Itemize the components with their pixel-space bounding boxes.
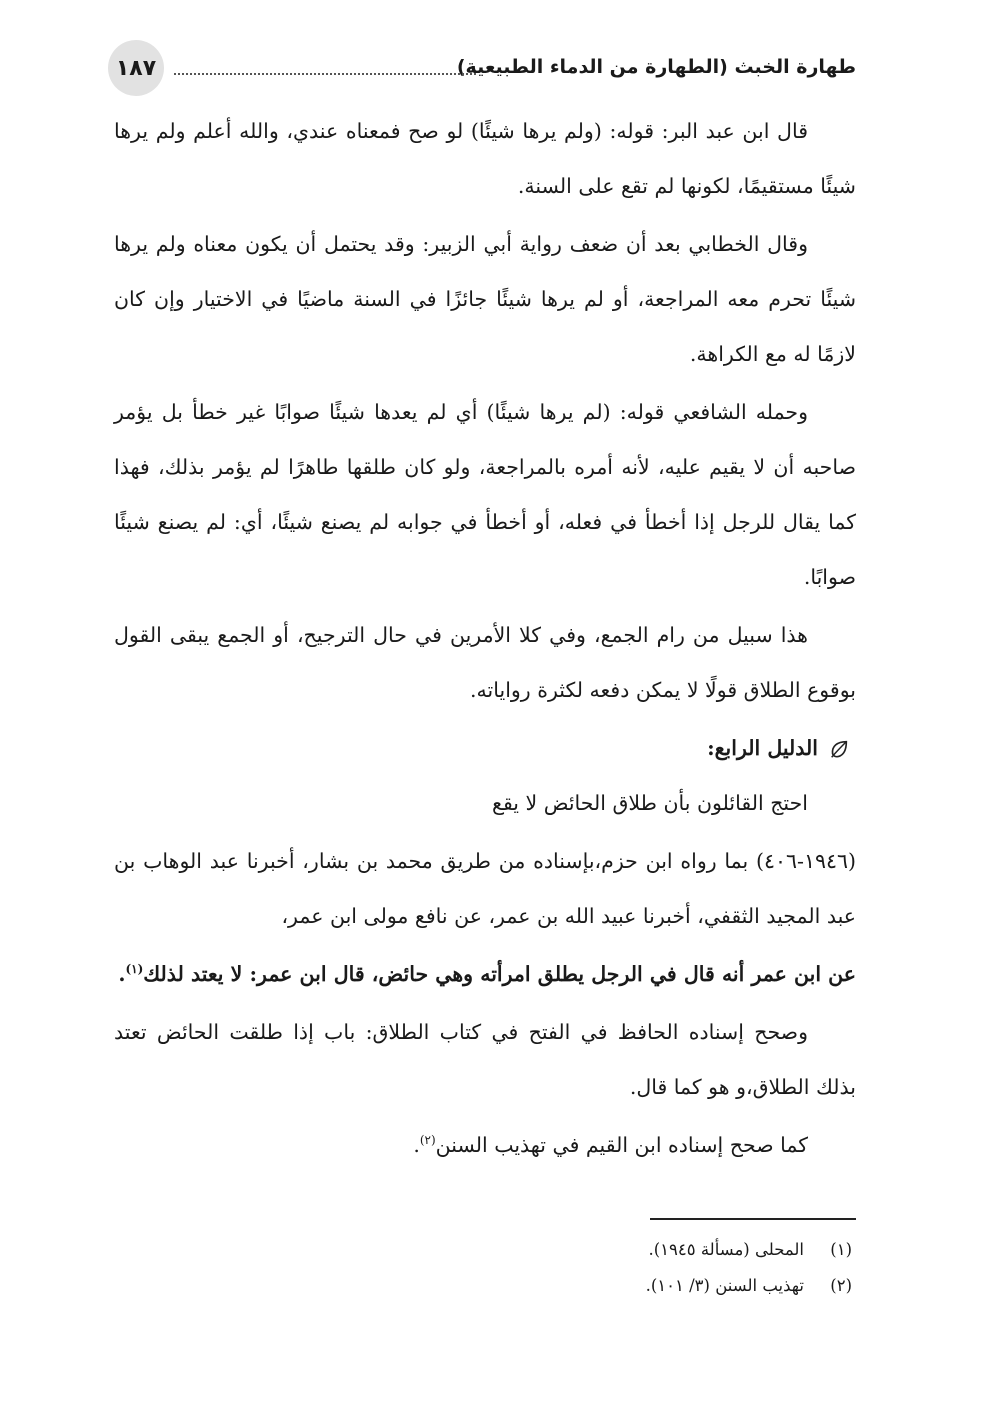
paragraph-reconciliation: هذا سبيل من رام الجمع، وفي كلا الأمرين في حال الترجيح، أو الجمع يبقى القول بوقوع الطلاق قولًا لا يمكن دفعه لكثرة رواياته. [114, 623, 856, 702]
paragraph-khattabi: وقال الخطابي بعد أن ضعف رواية أبي الزبير: وقد يحتمل أن يكون معناه ولم يرها شيئًا تحرم معه المراجعة، أو لم يرها شيئًا جائزًا في السنة ماضيًا في الاختيار وإن كان لازمًا له مع الكراهة. [114, 232, 856, 366]
leaf-icon [828, 738, 850, 760]
ibn-qayyim-end: . [413, 1133, 420, 1157]
footnote-text: تهذيب السنن (٣/ ١٠١). [645, 1276, 804, 1295]
footnote-number: (٢) [830, 1276, 852, 1295]
section-intro: احتج القائلون بأن طلاق الحائض لا يقع [492, 791, 808, 815]
footnotes [114, 1232, 856, 1304]
section-heading-text: الدليل الرابع: [707, 736, 818, 760]
paragraph-hafiz-fath: وصحح إسناده الحافظ في الفتح في كتاب الطلاق: باب إذا طلقت الحائض تعتد بذلك الطلاق،و هو كما قال. [114, 1020, 856, 1099]
footnote-number: (١) [830, 1240, 852, 1259]
running-header [108, 40, 856, 96]
paragraph-ibn-qayyim [114, 1118, 856, 1173]
paragraph-ibn-abd-al-barr: قال ابن عبد البر: قوله: (ولم يرها شيئًا) لو صح فمعناه عندي، والله أعلم ولم يرها شيئًا مستقيمًا، لكونها لم تقع على السنة. [114, 119, 856, 198]
hadith-quote [114, 947, 856, 1002]
footnote-2 [114, 1268, 856, 1304]
footnote-separator [650, 1218, 856, 1220]
ibn-qayyim-text: كما صحح إسناده ابن القيم في تهذيب السنن [435, 1133, 808, 1157]
footnote-ref-1[interactable]: (١) [125, 962, 144, 977]
paragraph-shafii: وحمله الشافعي قوله: (لم يرها شيئًا) أي لم يعدها شيئًا صوابًا غير خطأ بل يؤمر صاحبه أن لا يقيم عليه، لأنه أمره بالمراجعة، ولو كان طلقها طاهرًا لم يؤمر بذلك، فهذا كما يقال للرجل إذا أخطأ في فعله، أو أخطأ في جوابه لم يصنع شيئًا، أي: لم يصنع شيئًا صوابًا. [114, 400, 856, 589]
main-text [114, 104, 856, 1176]
hadith-quote-text: عن ابن عمر أنه قال في الرجل يطلق امرأته وهي حائض، قال ابن عمر: لا يعتد لذلك [143, 962, 856, 986]
footnote-1 [114, 1232, 856, 1268]
footnote-text: المحلى (مسألة ١٩٤٥). [648, 1240, 804, 1259]
footnote-ref-2[interactable]: (٢) [419, 1133, 436, 1148]
hadith-quote-end: . [118, 962, 126, 986]
header-title: طهارة الخبث (الطهارة من الدماء الطبيعية) [456, 56, 856, 78]
section-heading [114, 721, 856, 776]
page-number: ١٨٧ [108, 40, 164, 96]
header-dotted-leader [174, 73, 476, 75]
hadith-narration: (١٩٤٦-٤٠٦) بما رواه ابن حزم،بإسناده من طريق محمد بن بشار، أخبرنا عبد الوهاب بن عبد المجيد الثقفي، أخبرنا عبيد الله بن عمر، عن نافع مولى ابن عمر، [114, 849, 856, 928]
